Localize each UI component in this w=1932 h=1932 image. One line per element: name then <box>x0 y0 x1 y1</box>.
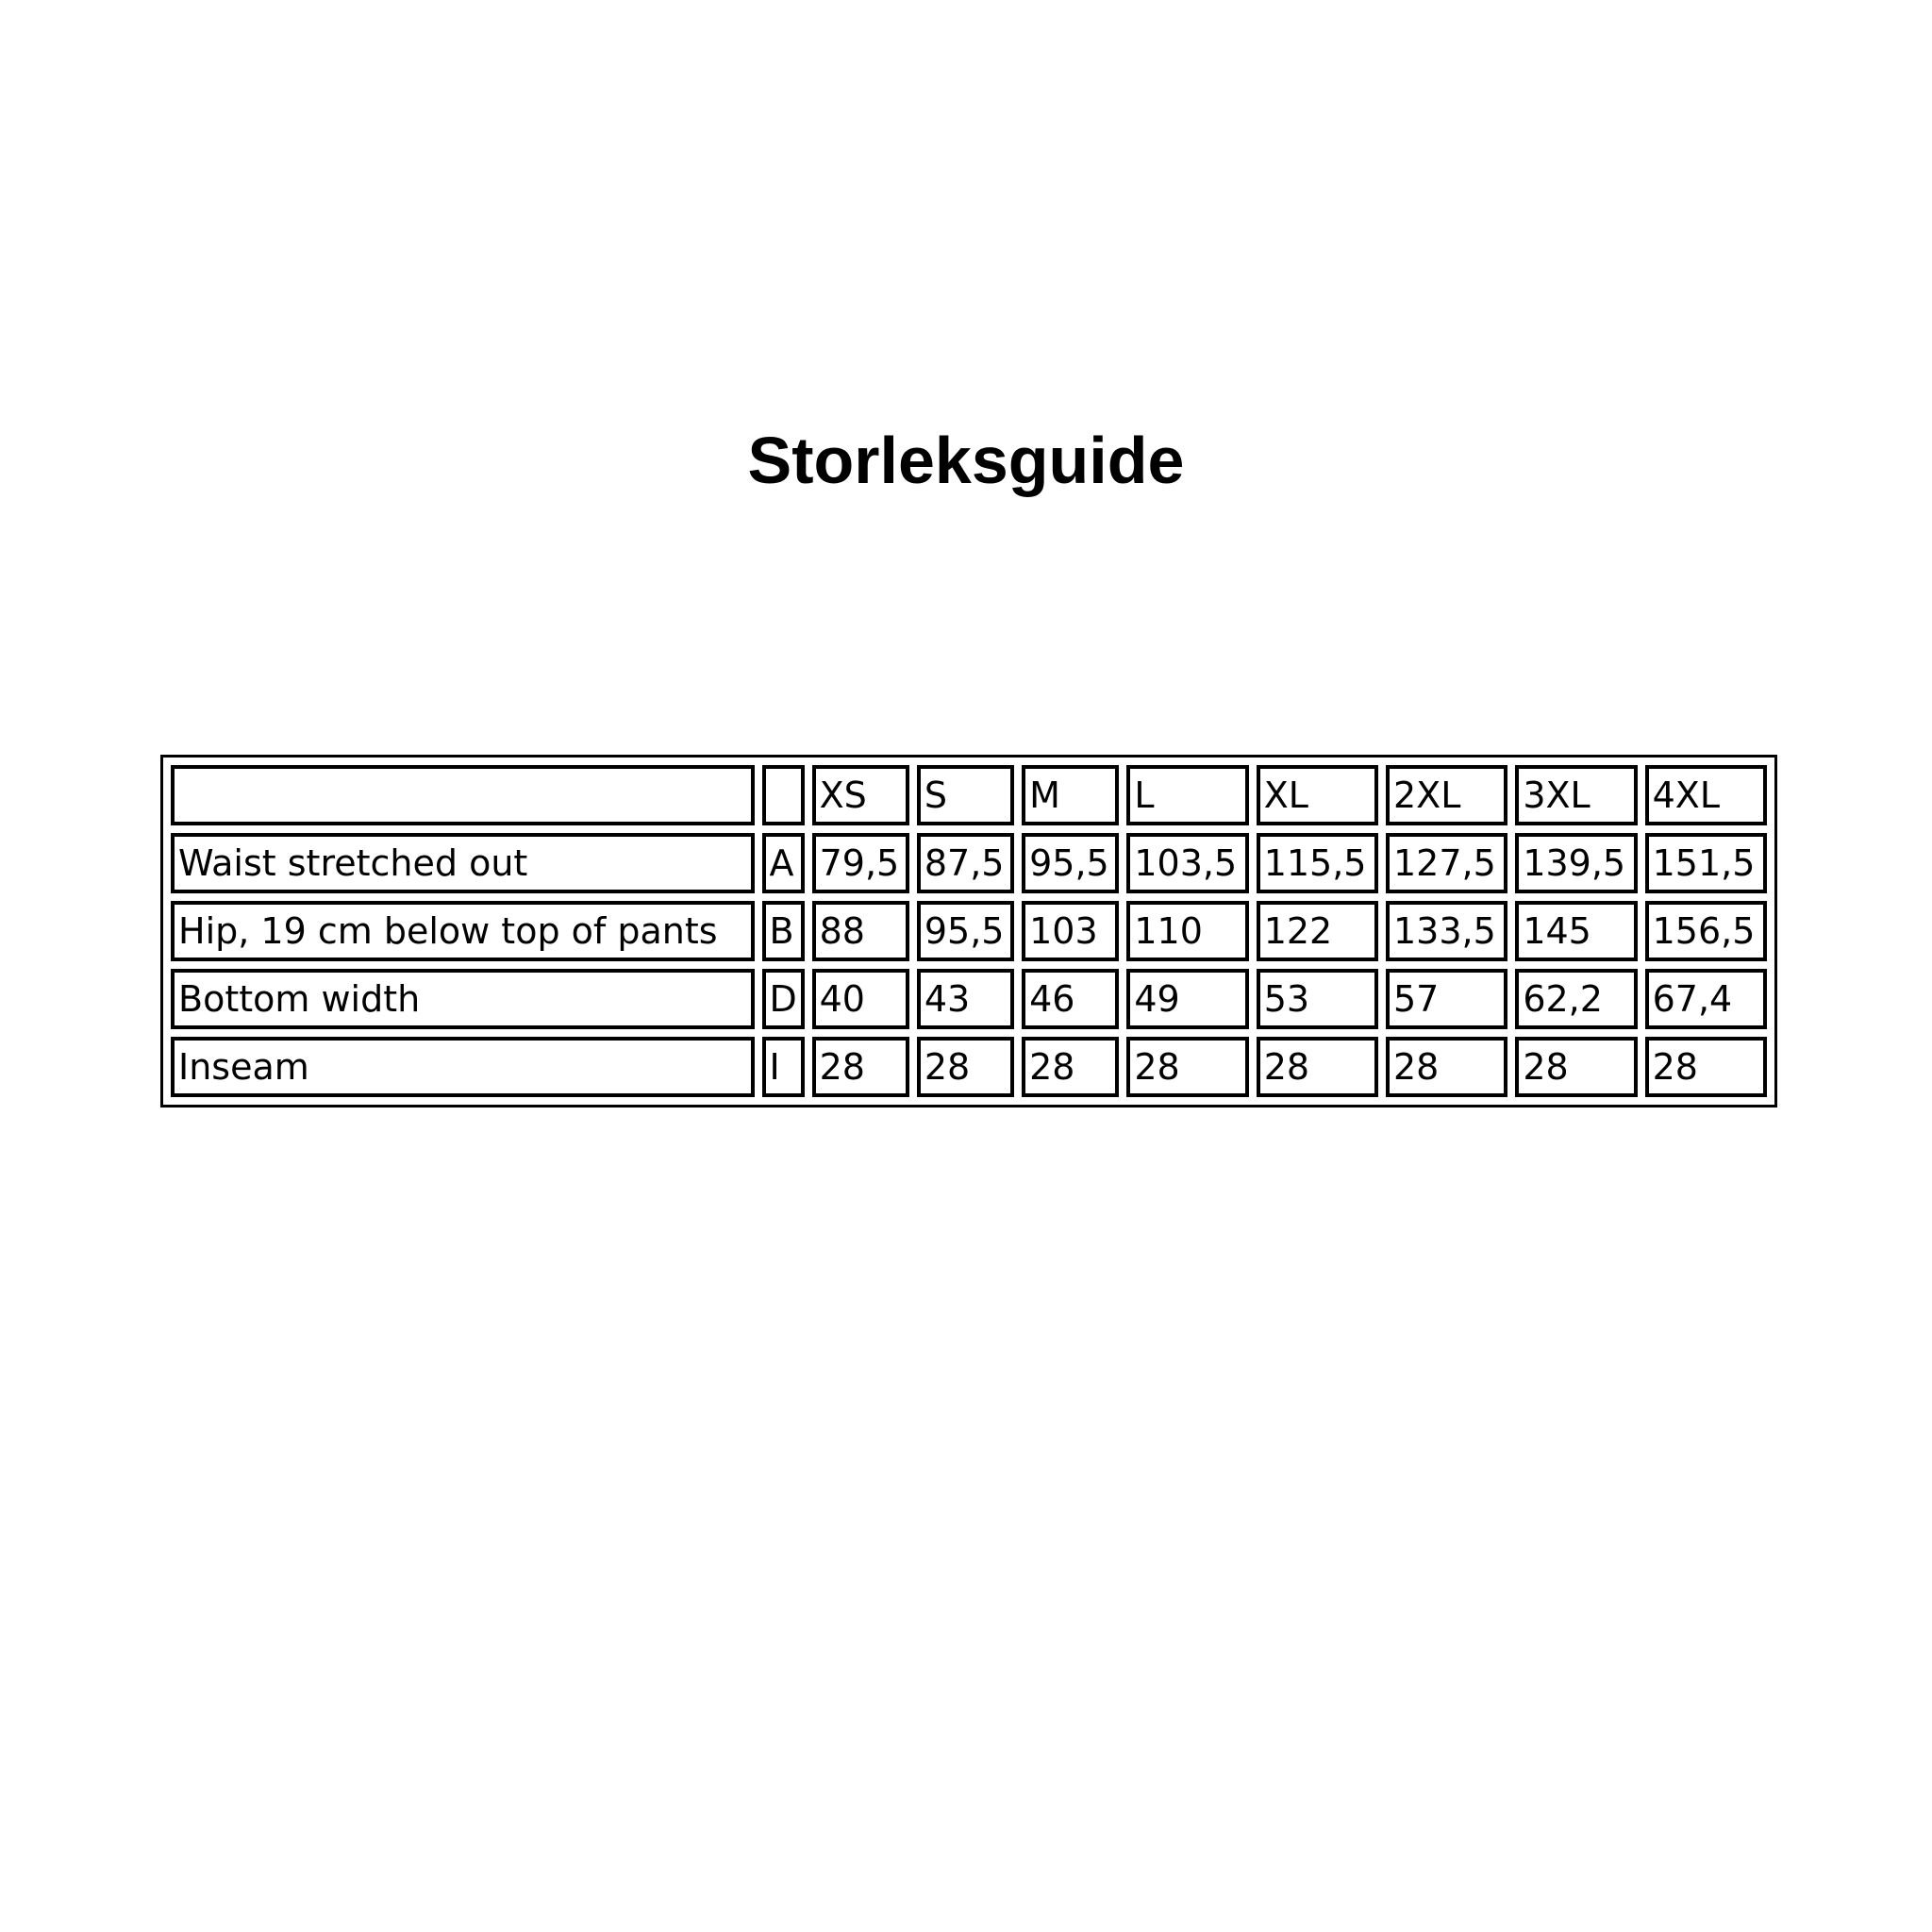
header-cell <box>762 765 805 825</box>
table-cell: 122 <box>1257 901 1378 961</box>
table-cell: 151,5 <box>1645 833 1767 893</box>
table-cell: 110 <box>1126 901 1248 961</box>
table-cell: 62,2 <box>1515 969 1637 1029</box>
table-cell: 28 <box>1126 1037 1248 1097</box>
size-header-2xl: 2XL <box>1386 765 1507 825</box>
page-title: Storleksguide <box>747 424 1185 497</box>
table-row <box>171 969 1767 1029</box>
table-cell: 28 <box>1257 1037 1378 1097</box>
size-header-m: M <box>1022 765 1119 825</box>
table-cell: 28 <box>917 1037 1014 1097</box>
table-cell: 28 <box>1645 1037 1767 1097</box>
table-cell: 95,5 <box>917 901 1014 961</box>
table-cell: 28 <box>1022 1037 1119 1097</box>
table-cell: 87,5 <box>917 833 1014 893</box>
size-header-xl: XL <box>1257 765 1378 825</box>
size-header-xs: XS <box>812 765 909 825</box>
measurement-code: D <box>762 969 805 1029</box>
table-cell: 133,5 <box>1386 901 1507 961</box>
table-cell: 127,5 <box>1386 833 1507 893</box>
table-cell: 53 <box>1257 969 1378 1029</box>
table-cell: 95,5 <box>1022 833 1119 893</box>
table-cell: 115,5 <box>1257 833 1378 893</box>
table-cell: 28 <box>1515 1037 1637 1097</box>
table-cell: 57 <box>1386 969 1507 1029</box>
table-row <box>171 833 1767 893</box>
table-cell: 103,5 <box>1126 833 1248 893</box>
measurement-label: Bottom width <box>171 969 755 1029</box>
measurement-code: I <box>762 1037 805 1097</box>
table-cell: 67,4 <box>1645 969 1767 1029</box>
table-cell: 49 <box>1126 969 1248 1029</box>
table-header-row <box>171 765 1767 825</box>
table-cell: 43 <box>917 969 1014 1029</box>
table-cell: 139,5 <box>1515 833 1637 893</box>
table-cell: 103 <box>1022 901 1119 961</box>
table-row <box>171 1037 1767 1097</box>
size-header-3xl: 3XL <box>1515 765 1637 825</box>
table-cell: 156,5 <box>1645 901 1767 961</box>
measurement-label: Waist stretched out <box>171 833 755 893</box>
measurement-label: Inseam <box>171 1037 755 1097</box>
header-cell <box>171 765 755 825</box>
table-cell: 40 <box>812 969 909 1029</box>
table-cell: 145 <box>1515 901 1637 961</box>
size-header-s: S <box>917 765 1014 825</box>
table-row <box>171 901 1767 961</box>
table-cell: 46 <box>1022 969 1119 1029</box>
measurement-label: Hip, 19 cm below top of pants <box>171 901 755 961</box>
size-guide-table <box>160 755 1777 1108</box>
measurement-code: B <box>762 901 805 961</box>
table-cell: 28 <box>1386 1037 1507 1097</box>
size-header-l: L <box>1126 765 1248 825</box>
size-header-4xl: 4XL <box>1645 765 1767 825</box>
table-cell: 79,5 <box>812 833 909 893</box>
table-cell: 88 <box>812 901 909 961</box>
measurement-code: A <box>762 833 805 893</box>
table-cell: 28 <box>812 1037 909 1097</box>
